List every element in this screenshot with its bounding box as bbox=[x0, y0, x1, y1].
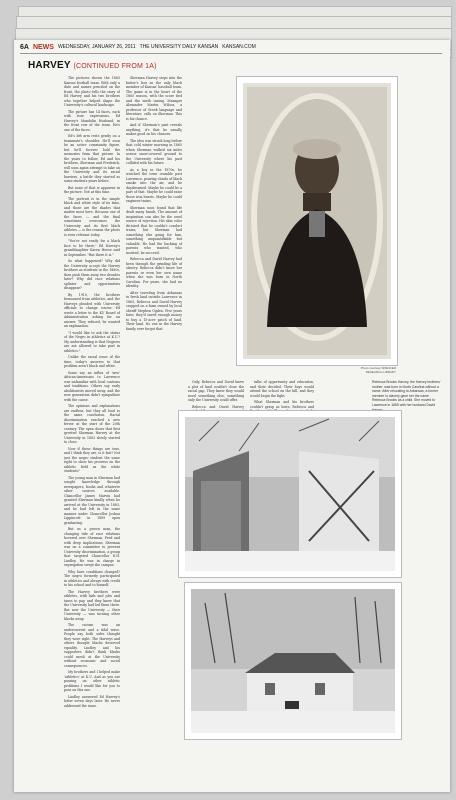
paper-site: KANSAN.COM bbox=[222, 44, 256, 50]
paragraph: Unlike the racial issue of the time, today's answers to that problem aren't black and white. bbox=[64, 355, 120, 368]
text-column-1 bbox=[64, 76, 120, 788]
paragraph: "You're not ready for a black face to be there," Ed Harvey's granddaughter Karen Heese said in September. "But there it is." bbox=[64, 239, 120, 257]
paragraph: What Sherman and his brothers couldn't grasp as heirs, Rebecca and bbox=[250, 400, 314, 409]
farmhouse-image bbox=[185, 583, 401, 739]
paragraph: Sherman Harvey steps into the batter's box as the only black member of Kansas' baseball team. The game is in the heart of the 1885 season, with the score tied and the ninth inning. Manager Alexander Martin Wilcox, a professor of Greek language and literature, calls on Sherman. This is his chance. bbox=[126, 76, 182, 121]
paragraph: And if Sherman's past reveals anything, it's that he usually makes good on his chances. bbox=[126, 123, 182, 136]
paragraph: Why have conditions changed? The negro formerly participated in athletics and always with credit to his school and to himself. bbox=[64, 569, 120, 587]
paragraph: Some say an influx of 'new' African-Americans to Lawrence was unfamiliar with local customs and traditions. Others say early abolitionists moved away, and the new generation didn't sympathize with the cause. bbox=[64, 370, 120, 402]
paragraph: The picture has 14 faces, each with stoic expressions. Ed Harvey's Mandolin Husband, in the front row of the team. He's one of the faces. bbox=[64, 109, 120, 132]
paragraph: The portrait is in the simple black and white style of its time, and those are the shades that matter most here. Because one of the faces — and the final sometimes overcomes the University and its first black athletes — is the reason the photo is even relevant today. bbox=[64, 196, 120, 237]
photo-caption: Rebecca Brooks Harvey, the Harvey brothers' mother, was born in North Carolina without a name. After relocating to Arkansas, a former member in slavery gave her the name Rebecca Brooks as a child. She moved to Lawrence in 1865 with her husband David bbox=[372, 380, 441, 407]
section-name: NEWS bbox=[32, 43, 54, 51]
ruins-image bbox=[179, 411, 401, 577]
paragraph: The pictures shown the 1865 Kansas football team. With only a date and names penciled on the front, the photo tells the story of Ed Harvey and his two brothers who together helped shape the University's cultural landscape. bbox=[64, 76, 120, 107]
paragraph: After traveling from Arkansas to fresh land outside Lawrence in 1865, Rebecca and David Harvey cropped on a farm owned by local sheriff Stephen Ogden. Five years later, they'd saved enough money to buy a 15-acre patch of land. Their land. No one in the Harvey family ever forgot that. bbox=[126, 290, 182, 331]
paragraph: As a boy in the 1870s, he watched the town crumble past Lawrence, pouring clouds of black smoke into the air, and he daydreamed. Maybe he could be a part of that. Maybe he could raise those iron beasts. Maybe he could engineer trains. bbox=[126, 167, 182, 203]
paragraph: So what happened? Why did the University accept the Harvey brothers as students in the 1880s, then push them away two decades later? Why did race relations splinter and opportunities disappear? bbox=[64, 259, 120, 290]
paragraph: Sherman soon found that life dealt many hands. The amount of inspiration can also be the cruel source of rejection. His skin color dictated that he couldn't conduct trains, but Sherman had something else going for him, something unquantifiable but valuable. He had the backing of parents who wanted, who insisted, he succeed. bbox=[126, 205, 182, 255]
paragraph: Ed's left arm rests gently on a teammate's shoulder. He'll soon be an active community figure, but he'll forever hold the memories from that picture. In the years to follow, Ed and his brothers, Sherman and Frederick, will soon again attempt to take on the University and its racial barriers, a battle they started as some students years before. bbox=[64, 134, 120, 183]
paragraph: talks of opportunity and education, and their decided. Their boys would attend the school on the hill, and they would begin the fight. bbox=[250, 380, 314, 398]
photo-credit: Photo courtesy SPENCER RESEARCH LIBRARY bbox=[360, 366, 396, 374]
paragraph: The young man in Sherman had sought knowledge through newspapers, books and whatever other sources available. Chancellor James Marvin had granted Sherman kindly when he arrived at the University in 1883, and he had left in the same manner under Chancellor Joshua Lippincott in 1889 upon graduating. bbox=[64, 475, 120, 525]
house-photo-farmhouse bbox=[184, 582, 402, 740]
headline-title: HARVEY bbox=[28, 60, 71, 71]
paragraph: Rebecca and David Harvey bbox=[192, 404, 244, 409]
paragraph: By 1910, the brothers bemoaned from athletics, and the Harveys pleaded with University officials to change course. Ed wrote a letter to the KU Board of Administration asking for an answer. They refused, he wanted an explanation. bbox=[64, 292, 120, 328]
paragraph: Rebecca and David Harvey had been through the grinding life of slavery. Rebecca didn't know her parents or even her own name when she was born in North Carolina. For years, she had no identity. bbox=[126, 257, 182, 288]
paper-name: THE UNIVERSITY DAILY KANSAN bbox=[139, 44, 219, 50]
paragraph: But none of that is apparent in the picture. Not at this time. bbox=[64, 185, 120, 194]
paragraph: Now if these things are true, and I think they are, is it fair? Not just the negro student the same right to show his prowess on the athletic field as the white students? bbox=[64, 446, 120, 473]
paragraph: The Harvey brothers were athletes, with kids and jobs and taxes to pay, and they knew that the University had led them there. But now the University — their University — was turning other blacks away. bbox=[64, 589, 120, 621]
section-number: 6A bbox=[20, 43, 29, 51]
paragraph: The racism was an undercurrent and a tidal wave. People say both sides thought they were right. The Harveys and others thought blacks deserved equality. Lindley and his supporters didn't think blacks could mesh at the University without economic and social consequences. bbox=[64, 623, 120, 668]
portrait-photo bbox=[236, 76, 398, 366]
paragraph: Lindley answered Ed Harvey's letter seven days later. He never addressed the issue. bbox=[64, 694, 120, 708]
paragraph: My brothers and I helped make 'athletics' at K.U. And as you are passing on other athletic problems I would like for you to pass on this one. bbox=[64, 670, 120, 692]
paragraph: But as a grown man, the changing tide of race relations hovered over Sherman, Fred and with deep implications. Sherman was on a committee to prevent University discrimination, a group that targeted Chancellor E.H. Lindley. He was in charge in segregation swept the campus. bbox=[64, 527, 120, 567]
paragraph: The idea was struck long before that cold winter morning in 1865 when Sherman walked six miles across snow-covered ground to the University where his past collided with his future. bbox=[126, 138, 182, 165]
page-header bbox=[20, 41, 442, 54]
paragraph: Only, Rebecca and David knew a plot of land couldn't close the racial gap. They knew they would need something else, something only the University could offer. bbox=[188, 380, 244, 402]
text-column-2 bbox=[126, 76, 182, 446]
paragraph: The opinions and explanations are endless, but they all lead to the same conclusion. Racial discrimination reached a new fervor at the start of the 20th century. The open doors that first greeted Sherman Harvey at the University in 1883 slowly started to close. bbox=[64, 404, 120, 444]
house-photo-ruins bbox=[178, 410, 402, 578]
paragraph: "I would like to ask the status of the Negro in athletics at K.U.? My understanding is that Negroes are not allowed to take part in athletics." bbox=[64, 330, 120, 353]
headline-continued: (CONTINUED FROM 1A) bbox=[73, 63, 157, 70]
story-headline bbox=[28, 60, 157, 71]
issue-date: WEDNESDAY, JANUARY 26, 2011 bbox=[57, 44, 136, 50]
portrait-image bbox=[237, 77, 397, 365]
